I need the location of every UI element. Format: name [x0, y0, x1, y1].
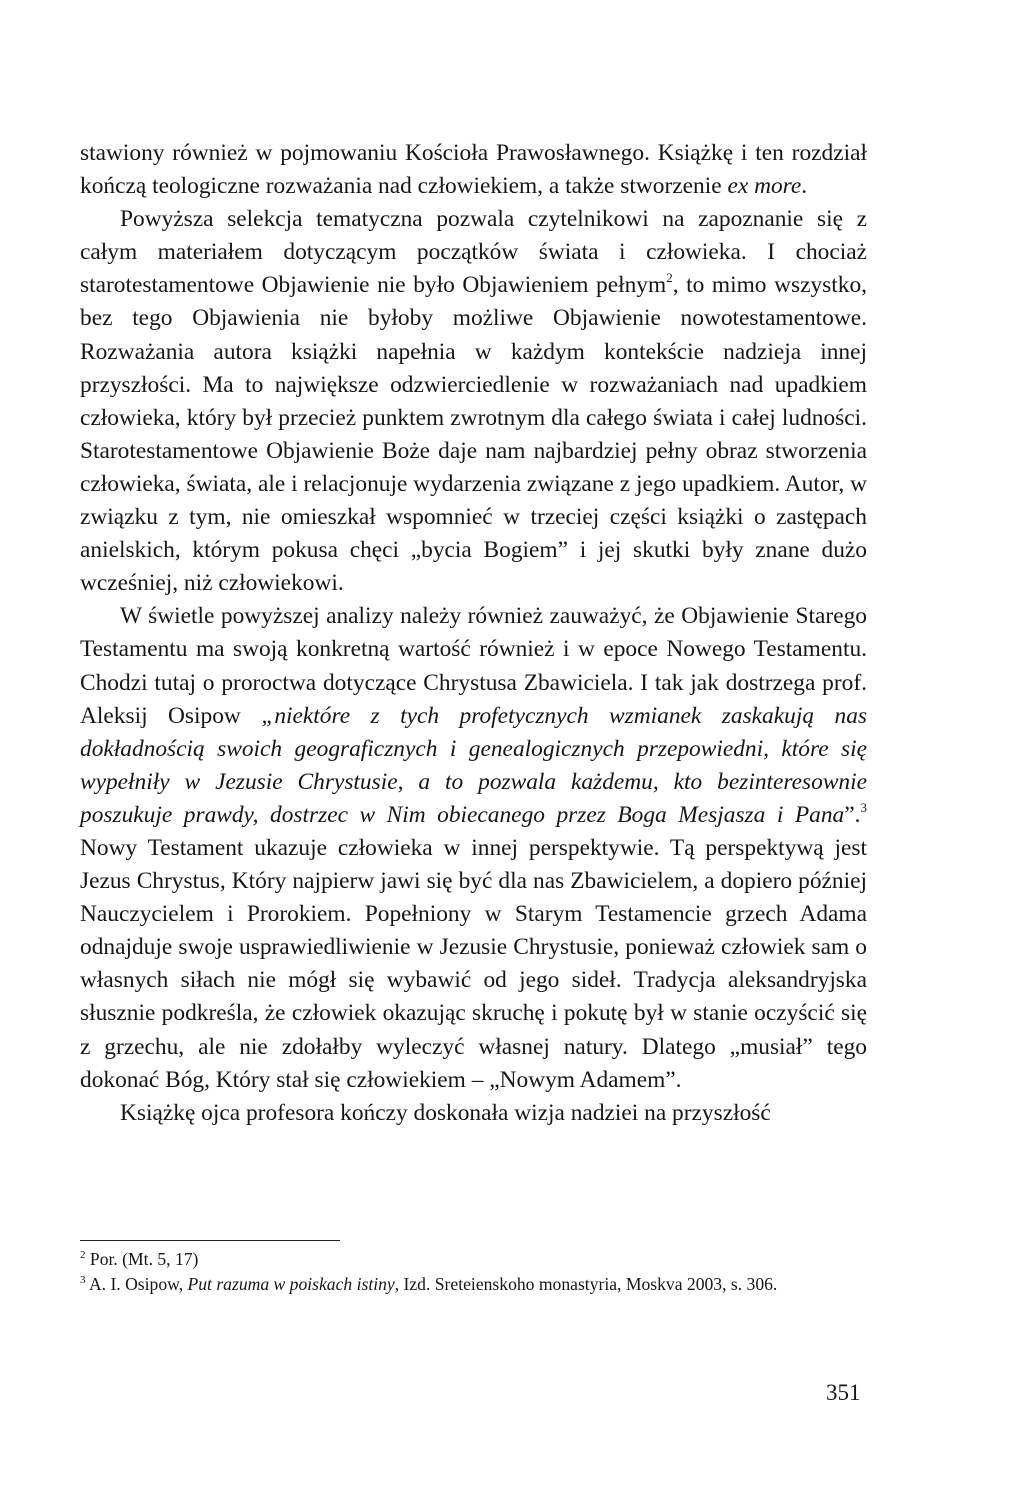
footnote-3-title: Put razuma w poiskach istiny [187, 1274, 395, 1294]
footnote-divider [80, 1240, 340, 1241]
paragraph-3-quote-close: ”. [844, 801, 861, 828]
paragraph-3-quote: „niektóre z tych profetycznych wzmianek zaskakują nas dokładnością swoich geograficznych i genealogicznych przepowiedni, które się wypełniły w Jezusie Chrystusie, a to pozwala każdemu, kto bezinteresownie poszukuje prawdy, dostrzec w Nim obiecanego przez Boga Mesjasza i Pana [80, 702, 867, 828]
paragraph-2-text-a: Powyższa selekcja tematyczna pozwala czytelnikowi na zapoznanie się z całym materiałem dotyczącym początków świata i człowieka. I chociaż starotestamentowe Objawienie nie było Objawieniem pełnym [80, 206, 867, 299]
footnote-2-text: Por. (Mt. 5, 17) [89, 1249, 199, 1269]
paragraph-3 [80, 600, 867, 1096]
paragraph-4 [80, 1097, 867, 1130]
footnote-3-mark: 3 [80, 1274, 86, 1286]
page-body [80, 137, 867, 1130]
paragraph-1-italic: ex more [727, 173, 802, 200]
paragraph-1-text: stawiony również w pojmowaniu Kościoła Prawosławnego. Książkę i ten rozdział kończą teologiczne rozważania nad człowiekiem, a także stworzenie [80, 140, 867, 200]
paragraph-3-text-a: W świetle powyższej analizy należy również zauważyć, że Objawienie Starego Testamentu ma swoją konkretną wartość również i w epoce Nowego Testamentu. Chodzi tutaj o proroctwa dotyczące Chrystusa Zbawiciela. I tak jak dostrzega prof. Aleksij Osipow [80, 603, 867, 729]
footnote-2-mark: 2 [80, 1249, 86, 1261]
footnote-2 [80, 1247, 870, 1272]
paragraph-4-text: Książkę ojca profesora kończy doskonała wizja nadziei na przyszłość [120, 1099, 771, 1126]
footnote-ref-3: 3 [860, 799, 867, 815]
footnotes [80, 1247, 870, 1297]
footnote-3 [80, 1272, 870, 1297]
paragraph-2-text-b: , to mimo wszystko, bez tego Objawienia nie byłoby możliwe Objawienie nowotestamentowe. Rozważania autora książki napełnia w każdym kontekście nadzieja innej przyszłości. Ma to największe odzwierciedlenie w rozważaniach nad upadkiem człowieka, który był przecież punktem zwrotnym dla całego świata i całej ludności. Starotestamentowe Objawienie Boże daje nam najbardziej pełny obraz stworzenia człowieka, świata, ale i relacjonuje wydarzenia związane z jego upadkiem. Autor, w związku z tym, nie omieszkał wspomnieć w trzeciej części książki o zastępach anielskich, którym pokusa chęci „bycia Bogiem” i jej skutki były znane dużo wcześniej, niż człowiekowi. [80, 272, 867, 597]
footnote-3-rest: , Izd. Sreteienskoho monastyria, Moskva 2003, s. 306. [394, 1274, 778, 1294]
page-number: 351 [826, 1380, 861, 1405]
paragraph-3-text-b: Nowy Testament ukazuje człowieka w innej perspektywie. Tą perspektywą jest Jezus Chrystus, Który najpierw jawi się być dla nas Zbawicielem, a dopiero później Nauczycielem i Prorokiem. Popełniony w Starym Testamencie grzech Adama odnajduje swoje usprawiedliwienie w Jezusie Chrystusie, ponieważ człowiek sam o własnych siłach nie mógł się wybawić od jego sideł. Tradycja aleksandryjska słusznie podkreśla, że człowiek okazując skruchę i pokutę był w stanie oczyścić się z grzechu, ale nie zdołałby wyleczyć własnej natury. Dlatego „musiał” tego dokonać Bóg, Który stał się człowiekiem – „Nowym Adamem”. [80, 834, 867, 1093]
footnote-ref-2: 2 [666, 270, 673, 286]
paragraph-1-end: . [801, 173, 808, 200]
paragraph-2 [80, 203, 867, 600]
paragraph-1 [80, 137, 867, 203]
footnote-3-author: A. I. Osipow, [88, 1274, 184, 1294]
